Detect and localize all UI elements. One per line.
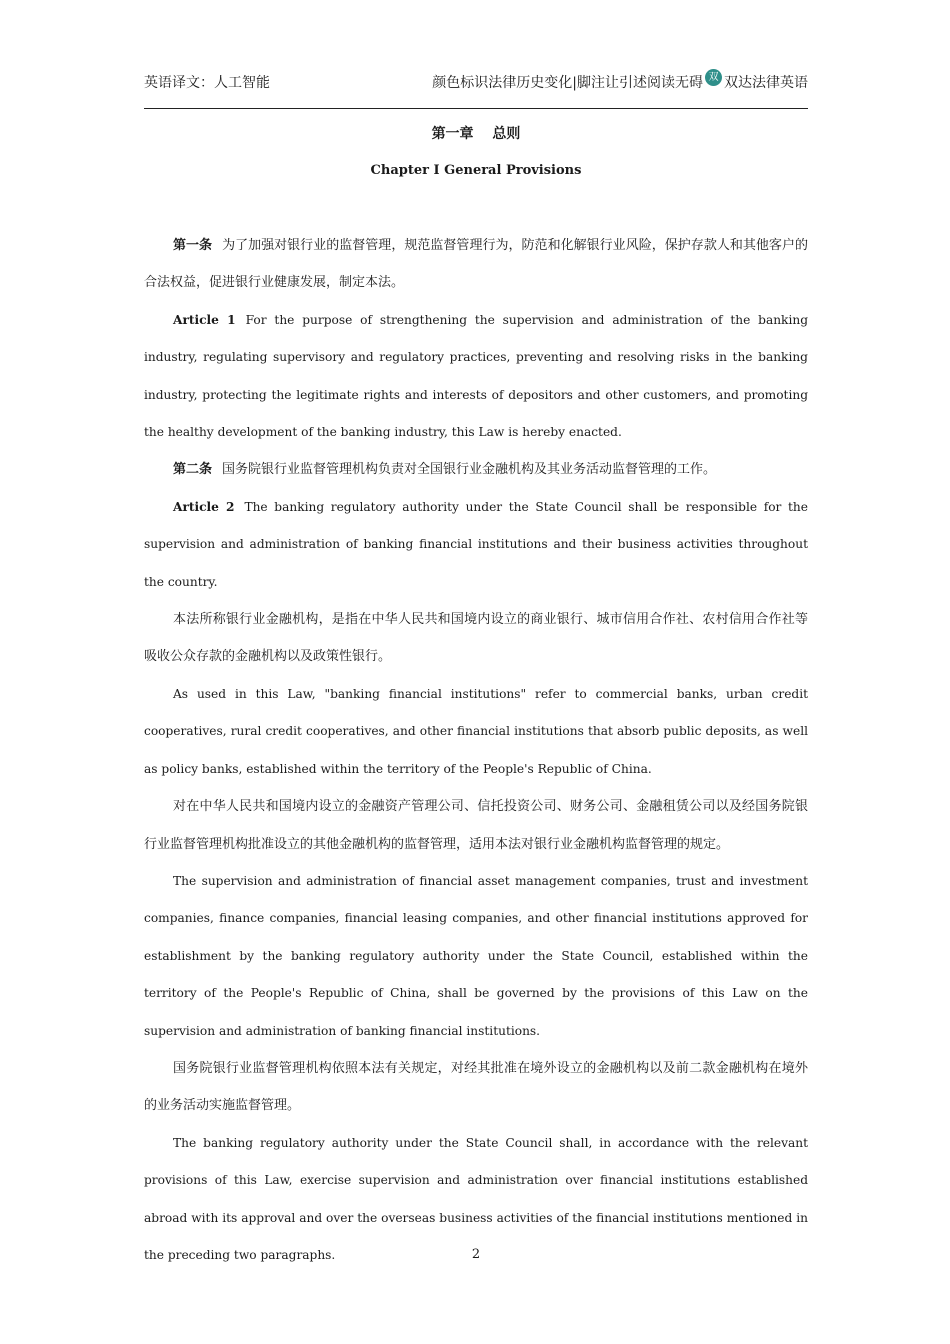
header-separator: |	[572, 75, 577, 91]
header-right-part1: 颜色标识法律历史变化	[432, 75, 573, 91]
article-2-cn	[144, 451, 808, 488]
article-2-para-2-en: As used in this Law, "banking financial institutions" refer to commercial banks, urban credit cooperatives, rural credit cooperatives, and other financial institutions that absorb public deposits, as well as policy banks, established within the territory of the People's Republic of China.	[144, 686, 808, 776]
article-label: 第二条	[173, 462, 213, 478]
chapter-title-cn: 第一章 总则	[431, 126, 521, 142]
chapter-title-en: Chapter I General Provisions	[370, 163, 582, 178]
header-divider	[144, 108, 808, 109]
document-body	[144, 227, 808, 1274]
header-left-title: 英语译文：人工智能	[144, 75, 270, 91]
article-1-cn	[144, 227, 808, 302]
brand-logo-icon: 双	[705, 69, 722, 86]
page-number: 2	[471, 1247, 481, 1262]
article-text: The banking regulatory authority under the State Council shall be responsible for the supervision and administration of banking financial institutions and their business activities throughout the country.	[144, 499, 808, 589]
article-2-para-3-cn: 对在中华人民共和国境内设立的金融资产管理公司、信托投资公司、财务公司、金融租赁公司以及经国务院银行业监督管理机构批准设立的其他金融机构的监督管理，适用本法对银行业金融机构监督管理的规定。	[144, 799, 808, 852]
article-2-para-2-cn: 本法所称银行业金融机构，是指在中华人民共和国境内设立的商业银行、城市信用合作社、农村信用合作社等吸收公众存款的金融机构以及政策性银行。	[144, 612, 808, 665]
article-text: 为了加强对银行业的监督管理，规范监督管理行为，防范和化解银行业风险，保护存款人和其他客户的合法权益，促进银行业健康发展，制定本法。	[144, 238, 808, 291]
header-right-part3: 双达法律英语	[724, 75, 808, 91]
article-text: For the purpose of strengthening the supervision and administration of the banking industry, regulating supervisory and regulatory practices, preventing and resolving risks in the banking industry, protecting the legitimate rights and interests of depositors and other customers, and promoting the healthy development of the banking industry, this Law is hereby enacted.	[144, 312, 808, 440]
article-label: Article 1	[173, 312, 236, 327]
article-label: Article 2	[173, 499, 235, 514]
article-2-para-3-en: The supervision and administration of financial asset management companies, trust and investment companies, finance companies, financial leasing companies, and other financial institutions approved for establishment by the banking regulatory authority under the State Council, established within the territory of the People's Republic of China, shall be governed by the provisions of this Law on the supervision and administration of banking financial institutions.	[144, 873, 808, 1038]
article-text: 国务院银行业监督管理机构负责对全国银行业金融机构及其业务活动监督管理的工作。	[222, 462, 717, 478]
article-2-para-4-cn: 国务院银行业监督管理机构依照本法有关规定，对经其批准在境外设立的金融机构以及前二款金融机构在境外的业务活动实施监督管理。	[144, 1060, 808, 1114]
article-2-en	[144, 489, 808, 601]
header-right-part2: 脚注让引述阅读无碍	[577, 75, 703, 91]
header-right	[432, 70, 808, 96]
page-header	[144, 70, 808, 96]
article-2-para-4-en: The banking regulatory authority under the State Council shall, in accordance with the relevant provisions of this Law, exercise supervision and administration over financial institutions established abroad with its approval and over the overseas business activities of the financial institutions mentioned in the preceding two paragraphs.	[144, 1135, 808, 1262]
article-label: 第一条	[173, 238, 213, 253]
article-1-en	[144, 302, 808, 452]
